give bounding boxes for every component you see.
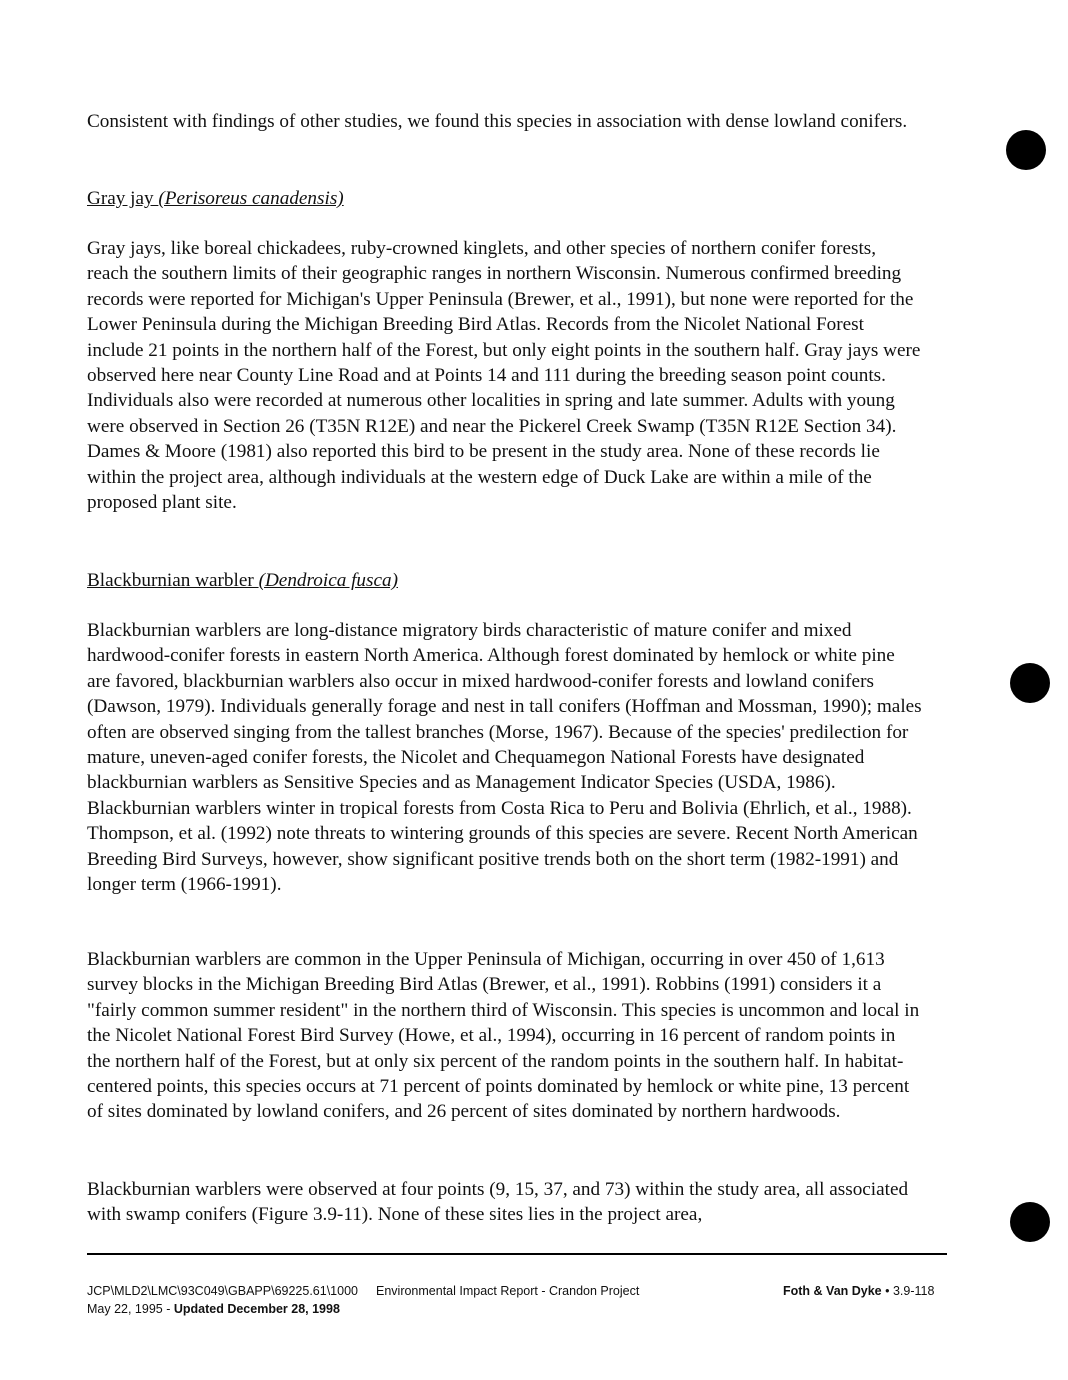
footer-page-number: 3.9-118 bbox=[892, 1284, 935, 1298]
footer-rule bbox=[87, 1253, 947, 1255]
blackburnian-paragraph-2 bbox=[87, 947, 922, 1125]
blackburnian-heading bbox=[87, 568, 922, 593]
gray-jay-heading bbox=[87, 186, 922, 211]
footer-file-path: JCP\MLD2\LMC\93C049\GBAPP\69225.61\1000 bbox=[87, 1284, 358, 1298]
footer-date-original: May 22, 1995 - bbox=[87, 1302, 174, 1316]
section-heading bbox=[87, 186, 922, 211]
heading-scientific-name: (Perisoreus canadensis) bbox=[158, 188, 344, 209]
section-heading bbox=[87, 568, 922, 593]
blackburnian-paragraph-1 bbox=[87, 618, 922, 897]
intro-paragraph bbox=[87, 109, 922, 134]
blackburnian-paragraph-3 bbox=[87, 1177, 922, 1228]
footer-date-updated: Updated December 28, 1998 bbox=[173, 1302, 340, 1316]
paragraph-text: Blackburnian warblers are common in the Upper Peninsula of Michigan, occurring in over 450 of 1,613 survey blocks in the Michigan Breeding Bird Atlas (Brewer, et al., 1991). Robbins (1991) considers it a "fairly common summer resident" in the northern third of Wisconsin. This species is uncommon and local in the Nicolet National Forest Bird Survey (Howe, et al., 1994), occurring in 16 percent of random points in the northern half of the Forest, but at only six percent of the random points in the southern half. In habitat-centered points, this species occurs at 71 percent of points dominated by hemlock or white pine, 13 percent of sites dominated by lowland conifers, and 26 percent of sites dominated by northern hardwoods. bbox=[87, 949, 920, 1123]
binder-hole-bottom bbox=[1010, 1202, 1050, 1242]
footer-firm: Foth & Van Dyke bbox=[783, 1284, 882, 1298]
footer-report-title: Environmental Impact Report - Crandon Project bbox=[376, 1284, 640, 1298]
heading-scientific-name: (Dendroica fusca) bbox=[258, 570, 398, 591]
paragraph-text: Blackburnian warblers are long-distance migratory birds characteristic of mature conifer and mixed hardwood-conifer forests in eastern North America. Although forest dominated by hemlock or white pine are favored, blackburnian warblers also occur in mixed hardwood-conifer forests and lowland conifers (Dawson, 1979). Individuals generally forage and nest in tall conifers (Hoffman and Mossman, 1990); males often are observed singing from the tallest branches (Morse, 1967). Because of the species' predilection for mature, uneven-aged conifer forests, the Nicolet and Chequamegon National Forests have designated blackburnian warblers as Sensitive Species and as Management Indicator Species (USDA, 1986). Blackburnian warblers winter in tropical forests from Costa Rica to Peru and Bolivia (Ehrlich, et al., 1988). Thompson, et al. (1992) note threats to wintering grounds of this species are severe. Recent North American Breeding Bird Surveys, however, show significant positive trends both on the short term (1982-1991) and longer term (1966-1991). bbox=[87, 620, 922, 896]
heading-common-name: Blackburnian warbler bbox=[87, 570, 259, 591]
footer-bullet: • bbox=[881, 1284, 893, 1298]
paragraph-text: Blackburnian warblers were observed at four points (9, 15, 37, and 73) within the study area, all associated with swamp conifers (Figure 3.9-11). None of these sites lies in the project area, bbox=[87, 1179, 909, 1226]
paragraph-text: Gray jays, like boreal chickadees, ruby-crowned kinglets, and other species of northern conifer forests, reach the southern limits of their geographic ranges in northern Wisconsin. Numerous confirmed breeding records were reported for Michigan's Upper Peninsula (Brewer, et al., 1991), but none were reported for the Lower Peninsula during the Michigan Breeding Bird Atlas. Records from the Nicolet National Forest include 21 points in the northern half of the Forest, but only eight points in the southern half. Gray jays were observed here near County Line Road and at Points 14 and 111 during the breeding season point counts. Individuals also were recorded at numerous other localities in spring and late summer. Adults with young were observed in Section 26 (T35N R12E) and near the Pickerel Creek Swamp (T35N R12E Section 34). Dames & Moore (1981) also reported this bird to be present in the study area. None of these records lie within the project area, although individuals at the western edge of Duck Lake are within a mile of the proposed plant site. bbox=[87, 238, 921, 514]
footer-left bbox=[87, 1282, 358, 1318]
binder-hole-top bbox=[1006, 130, 1046, 170]
heading-common-name: Gray jay bbox=[87, 188, 159, 209]
footer-date bbox=[87, 1300, 358, 1318]
binder-hole-middle bbox=[1010, 663, 1050, 703]
intro-text: Consistent with findings of other studies, we found this species in association with dense lowland conifers. bbox=[87, 111, 908, 132]
gray-jay-paragraph bbox=[87, 236, 922, 515]
footer-right bbox=[783, 1282, 934, 1300]
